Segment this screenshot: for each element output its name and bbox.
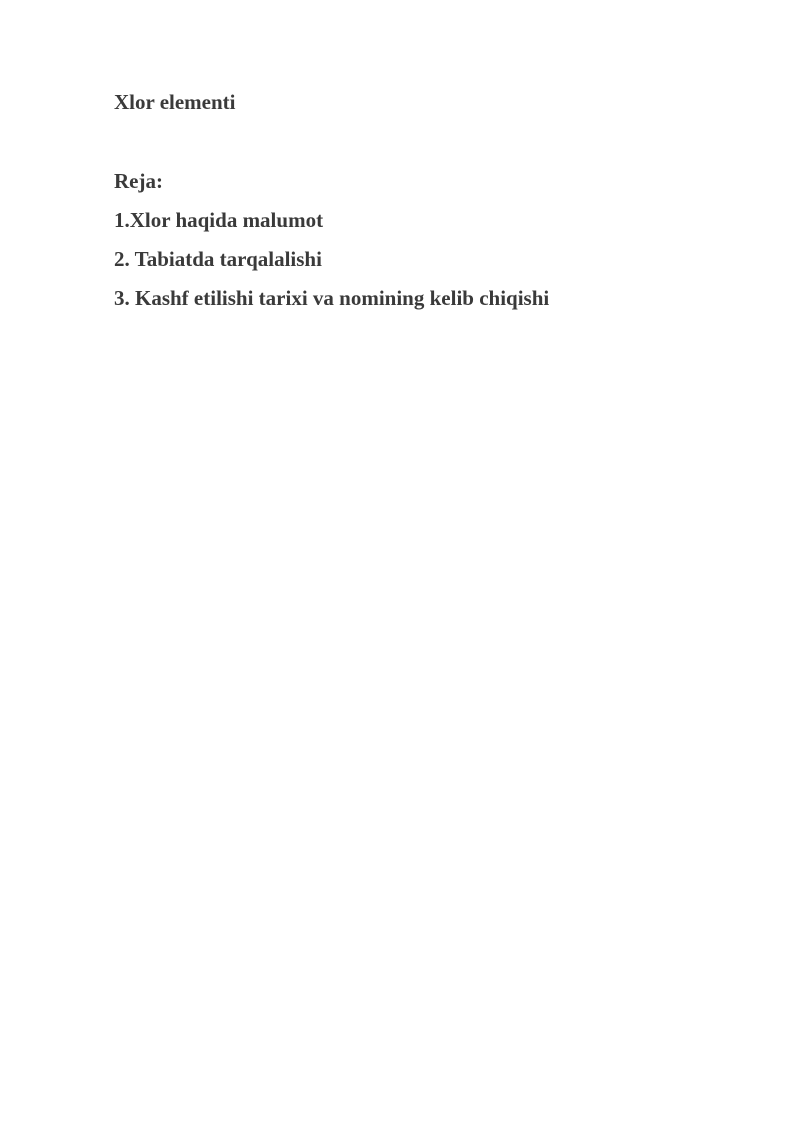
document-title: Xlor elementi bbox=[114, 90, 236, 114]
plan-item-1: 1.Xlor haqida malumot bbox=[114, 208, 324, 232]
plan-heading: Reja: bbox=[114, 169, 163, 193]
plan-item-3: 3. Kashf etilishi tarixi va nomining kelib chiqishi bbox=[114, 286, 550, 310]
plan-item-2: 2. Tabiatda tarqalalishi bbox=[114, 247, 322, 271]
